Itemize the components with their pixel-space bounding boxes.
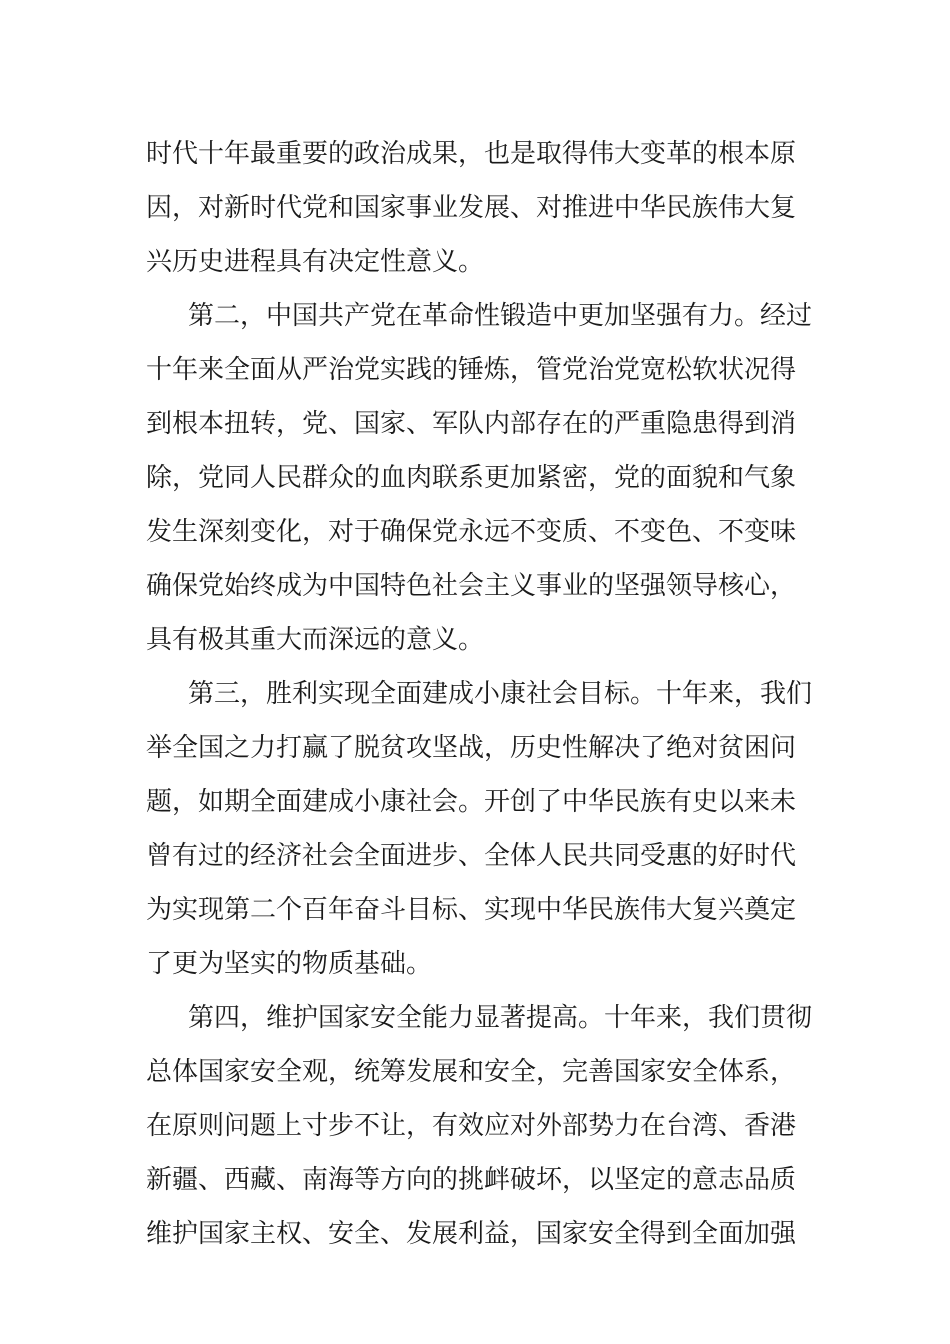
text-line: 兴历史进程具有决定性意义。 [146,247,485,277]
text-line: 具有极其重大而深远的意义。 [146,625,485,655]
paragraph-first-line: 第二，中国共产党在革命性锻造中更加坚强有力。经过 [188,301,813,331]
text-line: 十年来全面从严治党实践的锤炼，管党治党宽松软状况得 [146,355,797,385]
text-line: 因，对新时代党和国家事业发展、对推进中华民族伟大复 [146,193,797,223]
text-line: 到根本扭转，党、国家、军队内部存在的严重隐患得到消 [146,409,797,439]
text-line: 为实现第二个百年奋斗目标、实现中华民族伟大复兴奠定 [146,895,797,925]
paragraph-first-line: 第三，胜利实现全面建成小康社会目标。十年来，我们 [188,679,813,709]
text-line: 除，党同人民群众的血肉联系更加紧密，党的面貌和气象 [146,463,797,493]
text-line: 曾有过的经济社会全面进步、全体人民共同受惠的好时代 [146,841,797,871]
text-line: 新疆、西藏、南海等方向的挑衅破坏，以坚定的意志品质 [146,1165,797,1195]
text-line: 发生深刻变化，对于确保党永远不变质、不变色、不变味 [146,517,797,547]
text-line: 确保党始终成为中国特色社会主义事业的坚强领导核心， [146,571,797,601]
text-line: 举全国之力打赢了脱贫攻坚战，历史性解决了绝对贫困问 [146,733,797,763]
text-line: 时代十年最重要的政治成果，也是取得伟大变革的根本原 [146,139,797,169]
text-line: 题，如期全面建成小康社会。开创了中华民族有史以来未 [146,787,797,817]
text-line: 维护国家主权、安全、发展利益，国家安全得到全面加强 [146,1219,797,1249]
text-line: 总体国家安全观，统筹发展和安全，完善国家安全体系， [146,1057,797,1087]
text-line: 在原则问题上寸步不让，有效应对外部势力在台湾、香港 [146,1111,797,1141]
body-text [146,127,813,1261]
text-line: 了更为坚实的物质基础。 [146,949,433,979]
paragraph-first-line: 第四，维护国家安全能力显著提高。十年来，我们贯彻 [188,1003,813,1033]
